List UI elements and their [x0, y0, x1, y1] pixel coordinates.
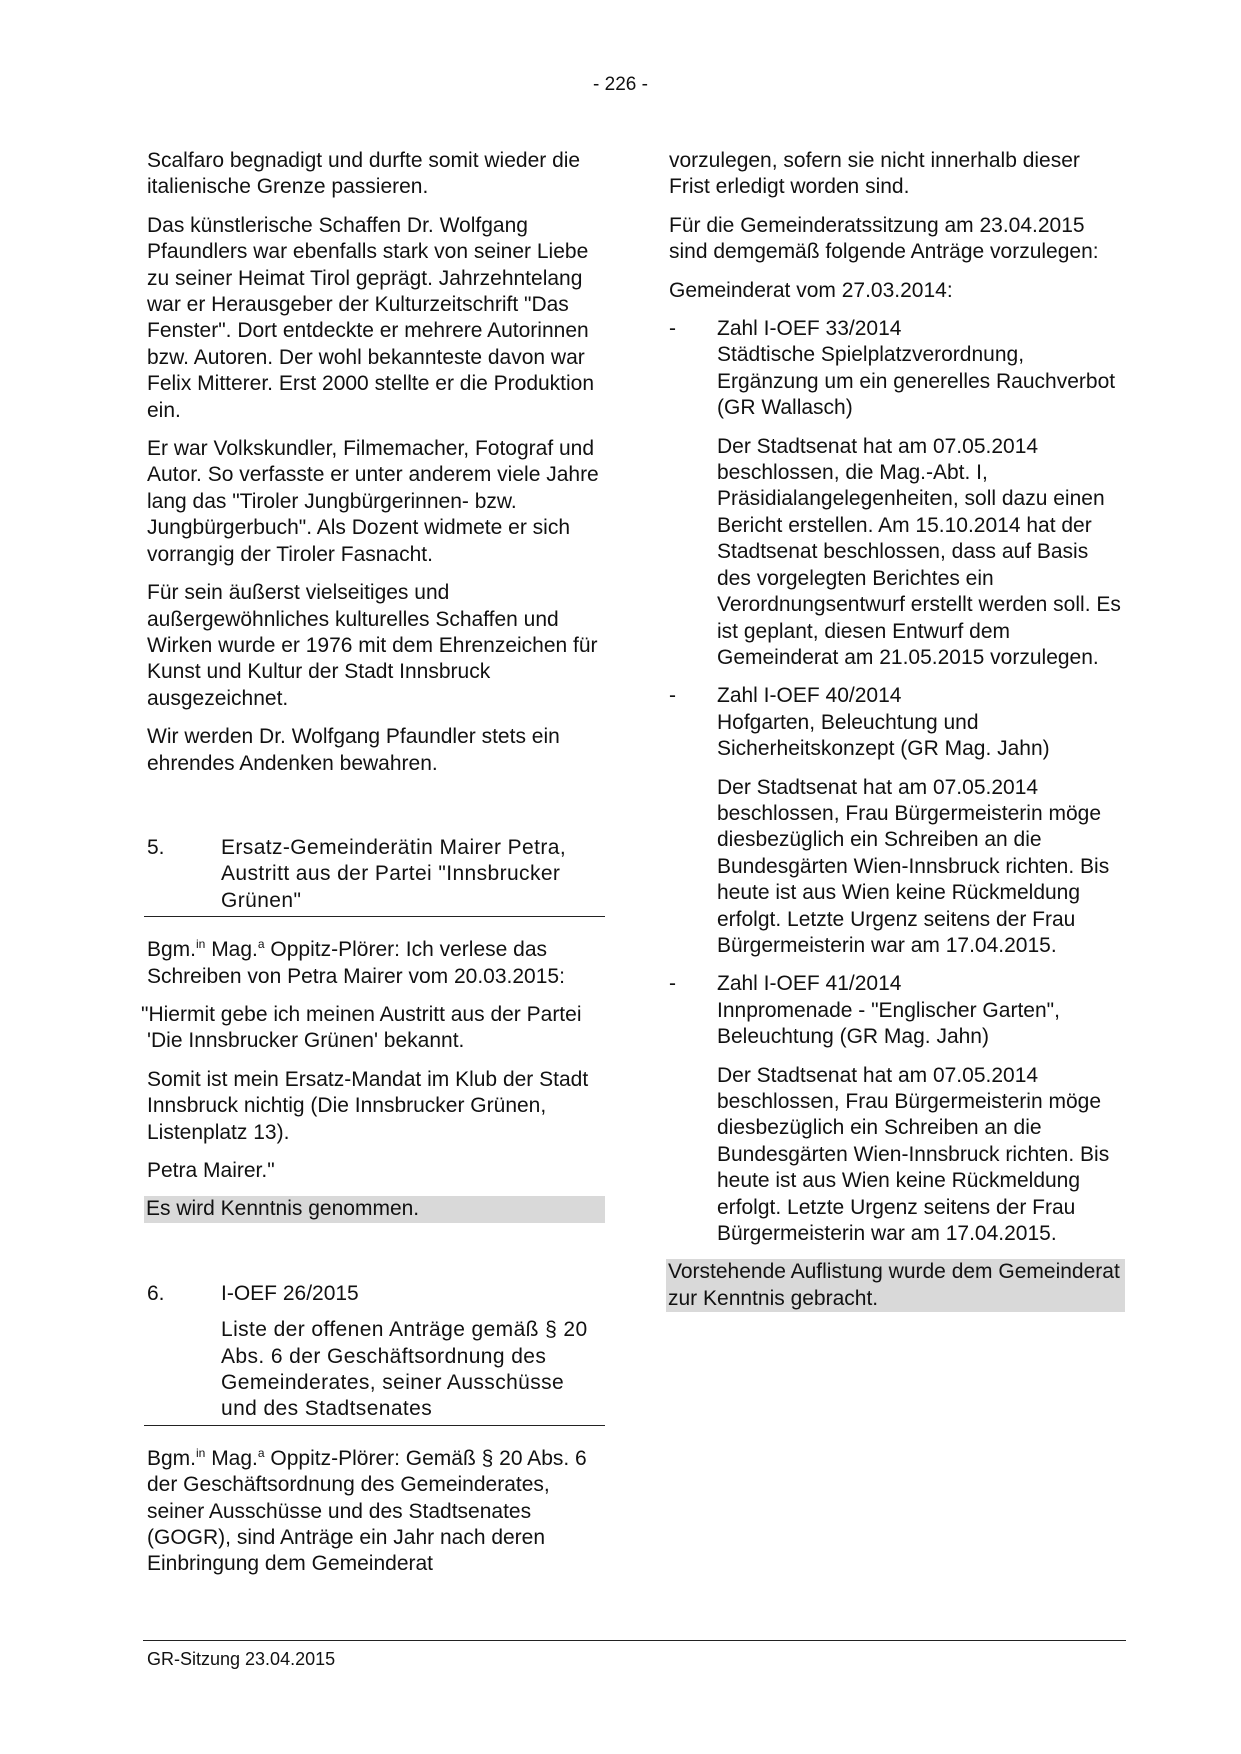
superscript: in — [196, 1445, 206, 1460]
page-number: - 226 - — [593, 74, 648, 95]
agenda-item-6-heading — [147, 1281, 602, 1423]
speaker-prefix: Bgm. — [147, 1446, 197, 1470]
speaker-text: Oppitz-Plörer: Gemäß § 20 Abs. 6 der Geschäftsordnung des Gemeinderates, seiner Ausschüsse und des Stadtsenates (GOGR), sind Anträge ein Jahr nach deren Einbringung dem Gemeinderat — [147, 1446, 587, 1576]
quote-paragraph: "Hiermit gebe ich meinen Austritt aus der Partei 'Die Innsbrucker Grünen' bekannt. — [141, 1002, 582, 1053]
list-item-body: Der Stadtsenat hat am 07.05.2014 beschlossen, Frau Bürgermeisterin möge diesbezüglich ein Schreiben an die Bundesgärten Wien-Innsbruck richten. Bis heute ist aus Wien keine Rückmeldung erfolgt. Letzte Urgenz seitens der Frau Bürgermeisterin war am 17.04.2015. — [717, 1063, 1110, 1246]
divider — [144, 916, 605, 917]
spacer — [147, 1235, 602, 1281]
list-item-head: Zahl I-OEF 41/2014 — [717, 972, 902, 996]
resolution-note: Vorstehende Auflistung wurde dem Gemeinderat zur Kenntnis gebracht. — [666, 1259, 1125, 1312]
agenda-item-code: I-OEF 26/2015 — [221, 1281, 359, 1305]
agenda-item-number: 5. — [147, 835, 165, 859]
paragraph: Scalfaro begnadigt und durfte somit wieder die italienische Grenze passieren. — [147, 149, 581, 199]
paragraph: Für sein äußerst vielseitiges und außergewöhnliches kulturelles Schaffen und Wirken wurde er 1976 mit dem Ehrenzeichen für Kunst und Kultur der Stadt Innsbruck ausgezeichnet. — [147, 581, 598, 710]
right-column — [669, 148, 1122, 1324]
list-item-subject: Hofgarten, Beleuchtung und Sicherheitskonzept (GR Mag. Jahn) — [717, 710, 1050, 761]
footer-divider — [143, 1640, 1126, 1641]
agenda-item-5-heading — [147, 835, 602, 914]
speaker-statement — [147, 931, 602, 990]
dash-bullet: - — [669, 684, 676, 708]
paragraph: Für die Gemeinderatssitzung am 23.04.2015 sind demgemäß folgende Anträge vorzulegen: — [669, 213, 1099, 264]
quote-paragraph: Somit ist mein Ersatz-Mandat im Klub der Stadt Innsbruck nichtig (Die Innsbrucker Grünen, Listenplatz 13). — [147, 1067, 589, 1144]
agenda-item-title: Ersatz-Gemeinderätin Mairer Petra, Austritt aus der Partei "Innsbrucker Grünen" — [221, 835, 567, 912]
list-item-body: Der Stadtsenat hat am 07.05.2014 beschlossen, die Mag.-Abt. I, Präsidialangelegenheiten, soll dazu einen Bericht erstellen. Am 15.10.2014 hat der Stadtsenat beschlossen, dass auf Basis des vorgelegten Berichtes ein Verordnungsentwurf erstellt werden soll. Es ist geplant, diesen Entwurf dem Gemeinderat am 21.05.2015 vorzulegen. — [717, 434, 1121, 669]
speaker-text: Oppitz-Plörer: Ich verlese das Schreiben von Petra Mairer vom 20.03.2015: — [147, 938, 565, 988]
agenda-item-number: 6. — [147, 1281, 165, 1305]
agenda-item-title: Liste der offenen Anträge gemäß § 20 Abs. 6 der Geschäftsordnung des Gemeinderates, seiner Ausschüsse und des Stadtsenates — [221, 1318, 588, 1421]
list-item-head: Zahl I-OEF 33/2014 — [717, 317, 902, 341]
speaker-title: Mag. — [205, 1446, 258, 1470]
list-item-body: Der Stadtsenat hat am 07.05.2014 beschlossen, Frau Bürgermeisterin möge diesbezüglich ein Schreiben an die Bundesgärten Wien-Innsbruck richten. Bis heute ist aus Wien keine Rückmeldung erfolgt. Letzte Urgenz seitens der Frau Bürgermeisterin war am 17.04.2015. — [717, 775, 1110, 957]
paragraph: Wir werden Dr. Wolfgang Pfaundler stets ein ehrendes Andenken bewahren. — [147, 725, 560, 775]
speaker-prefix: Bgm. — [147, 938, 197, 962]
footer-text: GR-Sitzung 23.04.2015 — [147, 1649, 336, 1669]
paragraph: Das künstlerische Schaffen Dr. Wolfgang Pfaundlers war ebenfalls stark von seiner Liebe zu seiner Heimat Tirol geprägt. Jahrzehntelang war er Herausgeber der Kulturzeitschrift "Das Fenster". Dort entdeckte er mehrere Autorinnen bzw. Autoren. Der wohl bekannteste davon war Felix Mitterer. Erst 2000 stellte er die Produktion ein. — [147, 213, 595, 422]
list-item — [669, 971, 1122, 1050]
dash-bullet: - — [669, 972, 676, 996]
list-item — [669, 316, 1122, 422]
paragraph: Er war Volkskundler, Filmemacher, Fotograf und Autor. So verfasste er unter anderem viele Jahre lang das "Tiroler Jungbürgerinnen- bzw. Jungbürgerbuch". Als Dozent widmete er sich vorrangig der Tiroler Fasnacht. — [147, 437, 599, 566]
list-item-subject: Städtische Spielplatzverordnung, Ergänzung um ein generelles Rauchverbot (GR Wallasch) — [717, 343, 1116, 420]
quote-signature: Petra Mairer." — [147, 1159, 275, 1182]
superscript: a — [257, 1445, 265, 1460]
list-item-subject: Innpromenade - "Englischer Garten", Beleuchtung (GR Mag. Jahn) — [717, 998, 1060, 1049]
list-item — [669, 683, 1122, 762]
superscript: a — [257, 937, 265, 952]
list-item-head: Zahl I-OEF 40/2014 — [717, 684, 902, 708]
divider — [144, 1425, 605, 1426]
superscript: in — [196, 937, 206, 952]
spacer — [147, 789, 602, 835]
left-column — [141, 148, 602, 1590]
speaker-title: Mag. — [205, 938, 258, 962]
resolution-note: Es wird Kenntnis genommen. — [144, 1196, 605, 1222]
speaker-statement — [147, 1440, 602, 1578]
paragraph: vorzulegen, sofern sie nicht innerhalb dieser Frist erledigt worden sind. — [669, 149, 1080, 199]
paragraph: Gemeinderat vom 27.03.2014: — [669, 278, 953, 302]
dash-bullet: - — [669, 317, 676, 341]
